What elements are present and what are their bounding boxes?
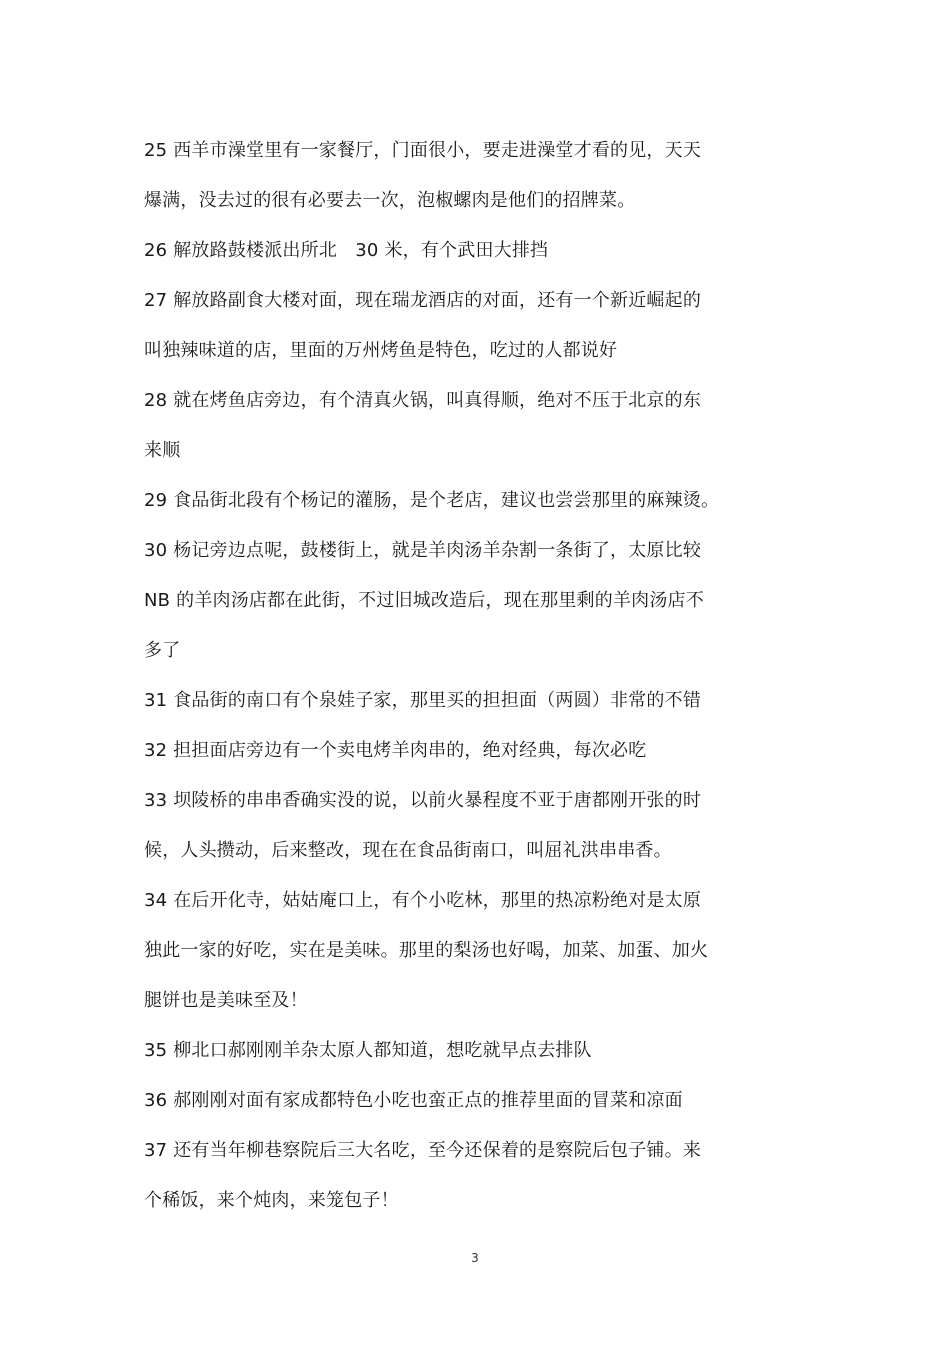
text-line: 31 食品街的南口有个泉娃子家，那里买的担担面（两圆）非常的不错 [144,690,702,711]
text-line: 29 食品街北段有个杨记的灌肠，是个老店，建议也尝尝那里的麻辣烫。 [144,490,720,511]
page-number: 3 [471,1251,479,1265]
text-line: 25 西羊市澡堂里有一家餐厅，门面很小，要走进澡堂才看的见，天天 [144,140,702,161]
body-text [144,126,784,1226]
text-line: 36 郝刚刚对面有家成都特色小吃也蛮正点的推荐里面的冒菜和凉面 [144,1090,683,1111]
text-line: 27 解放路副食大楼对面，现在瑞龙酒店的对面，还有一个新近崛起的 [144,290,702,311]
text-line: 34 在后开化寺，姑姑庵口上，有个小吃林，那里的热凉粉绝对是太原 [144,890,702,911]
text-line: 33 坝陵桥的串串香确实没的说，以前火暴程度不亚于唐都刚开张的时 [144,790,702,811]
text-line: 35 柳北口郝刚刚羊杂太原人都知道，想吃就早点去排队 [144,1040,592,1061]
text-line: 爆满，没去过的很有必要去一次，泡椒螺肉是他们的招牌菜。 [144,190,636,211]
text-line: 来顺 [144,440,181,461]
text-line: 候，人头攒动，后来整改，现在在食品街南口，叫屈礼洪串串香。 [144,840,672,861]
text-line: 个稀饭，来个炖肉，来笼包子！ [144,1190,399,1211]
text-line: 37 还有当年柳巷察院后三大名吃，至今还保着的是察院后包子铺。来 [144,1140,702,1161]
text-line: NB 的羊肉汤店都在此街，不过旧城改造后，现在那里剩的羊肉汤店不 [144,590,704,611]
text-line: 多了 [144,640,181,661]
text-line: 腿饼也是美味至及！ [144,990,308,1011]
text-line: 28 就在烤鱼店旁边，有个清真火锅，叫真得顺，绝对不压于北京的东 [144,390,702,411]
text-line: 30 杨记旁边点呢，鼓楼街上，就是羊肉汤羊杂割一条街了，太原比较 [144,540,702,561]
text-line: 26 解放路鼓楼派出所北 30 米，有个武田大排挡 [144,240,549,261]
text-line: 32 担担面店旁边有一个卖电烤羊肉串的，绝对经典，每次必吃 [144,740,647,761]
text-line: 独此一家的好吃，实在是美味。那里的梨汤也好喝，加菜、加蛋、加火 [144,940,709,961]
text-line: 叫独辣味道的店，里面的万州烤鱼是特色，吃过的人都说好 [144,340,618,361]
